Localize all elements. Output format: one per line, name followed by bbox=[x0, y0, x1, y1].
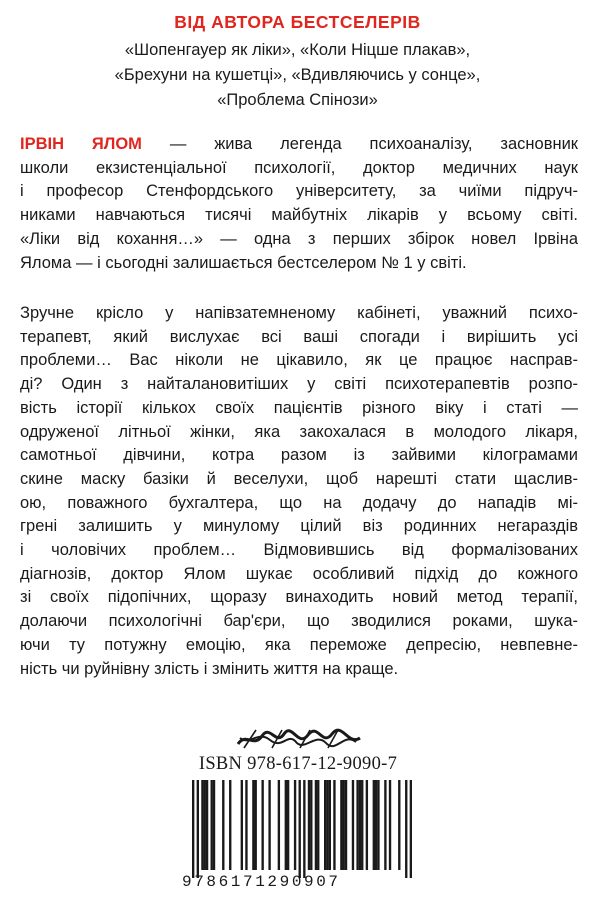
barcode-bar bbox=[317, 780, 319, 870]
barcode-bar bbox=[377, 780, 379, 870]
barcode-bar bbox=[245, 780, 247, 870]
author-bio-line bbox=[20, 133, 578, 157]
description-line: долаючи психологічні бар'єри, що зводилися роками, шука- bbox=[20, 612, 578, 631]
author-name: ІРВІН ЯЛОМ bbox=[20, 135, 142, 153]
author-bio bbox=[20, 133, 578, 275]
barcode bbox=[192, 780, 412, 878]
description-line: ючи ту потужну емоцію, яка переможе депресію, невпевне- bbox=[20, 635, 578, 654]
barcode-bar bbox=[384, 780, 386, 870]
barcode-bar bbox=[278, 780, 280, 870]
description-line: ність чи руйнівну злість і змінить життя на краще. bbox=[20, 659, 399, 678]
barcode-bar bbox=[340, 780, 342, 870]
description-line: ді? Один з найталановитіших у світі психотерапевтів розпо- bbox=[20, 375, 578, 394]
author-bio-line: і професор Стенфордського університету, за чиїми підруч- bbox=[20, 182, 578, 201]
barcode-bar bbox=[326, 780, 328, 870]
barcode-bar bbox=[206, 780, 208, 870]
ean-digits: 9786171290907 bbox=[182, 873, 341, 891]
author-bio-line: Ялома — і сьогодні залишається бестселером № 1 у світі. bbox=[20, 253, 467, 272]
barcode-bar bbox=[373, 780, 375, 870]
barcode-bar bbox=[333, 780, 335, 870]
barcode-bar bbox=[285, 780, 287, 870]
barcode-bar bbox=[222, 780, 224, 870]
description-line: скине маску базіки й веселухи, щоб нарешті стати щаслив- bbox=[20, 469, 578, 488]
bestseller-heading: ВІД АВТОРА БЕСТСЕЛЕРІВ bbox=[174, 12, 421, 32]
book-description bbox=[20, 302, 578, 681]
barcode-bar bbox=[213, 780, 215, 870]
barcode-bar bbox=[201, 780, 203, 870]
author-bio-text: — жива легенда психоаналізу, засновник bbox=[141, 135, 579, 153]
barcode-bar bbox=[252, 780, 254, 870]
barcode-bar bbox=[310, 780, 312, 870]
barcode-bar bbox=[356, 780, 358, 870]
description-line: діагнозів, доктор Ялом шукає особливий підхід до кожного bbox=[20, 564, 578, 583]
description-line: грені залишить у минулому цілий віз родинних негараздів bbox=[20, 517, 578, 536]
publisher-logo-icon bbox=[236, 726, 362, 752]
barcode-bar bbox=[398, 780, 400, 870]
barcode-bar bbox=[241, 780, 243, 870]
description-line: Зручне крісло у напівзатемненому кабінеті, уважний психо- bbox=[20, 304, 578, 322]
barcode-bar bbox=[192, 780, 194, 878]
barcode-bar bbox=[299, 780, 301, 878]
bestseller-line: «Проблема Спінози» bbox=[217, 91, 378, 109]
isbn-text: ISBN 978-617-12-9090-7 bbox=[198, 754, 398, 774]
barcode-bar bbox=[324, 780, 326, 870]
barcode-bar bbox=[410, 780, 412, 878]
author-bio-line: никами навчаються тисячі майбутніх лікарів у всьому світі. bbox=[20, 206, 578, 225]
barcode-bar bbox=[294, 780, 296, 870]
barcode-bar bbox=[375, 780, 377, 870]
barcode-bar bbox=[315, 780, 317, 870]
barcode-bar bbox=[345, 780, 347, 870]
barcode-bar bbox=[211, 780, 213, 870]
description-line: проблеми… Вас ніколи не цікавило, як це працює насправ- bbox=[20, 351, 578, 370]
description-line: ою, поважного бухгалтера, що на додачу до нападів мі- bbox=[20, 493, 578, 512]
barcode-bar bbox=[361, 780, 363, 870]
barcode-bar bbox=[352, 780, 354, 870]
barcode-bar bbox=[287, 780, 289, 870]
description-line: одруженої літньої жінки, яка закохалася в молодого лікаря, bbox=[20, 422, 578, 441]
barcode-bar bbox=[366, 780, 368, 870]
barcode-bar bbox=[303, 780, 305, 878]
bestseller-list bbox=[20, 38, 575, 113]
barcode-bar bbox=[204, 780, 206, 870]
description-line: і чоловічих проблем… Відмовившись від формалізованих bbox=[20, 541, 578, 560]
barcode-bar bbox=[261, 780, 263, 870]
barcode-bar bbox=[329, 780, 331, 870]
barcode-bar bbox=[343, 780, 345, 870]
barcode-bar bbox=[405, 780, 407, 878]
barcode-bar bbox=[255, 780, 257, 870]
description-line: вість історії кількох своїх пацієнтів різного віку і статі — bbox=[20, 398, 578, 417]
barcode-bar bbox=[389, 780, 391, 870]
description-line: зі своїх підопічних, щоразу винаходить новий метод терапії, bbox=[20, 588, 578, 607]
barcode-bar bbox=[268, 780, 270, 870]
barcode-bar bbox=[229, 780, 231, 870]
barcode-bar bbox=[308, 780, 310, 870]
author-bio-line: школи екзистенціальної психології, доктор медичних наук bbox=[20, 158, 578, 177]
bestseller-line: «Брехуни на кушетці», «Вдивляючись у сонце», bbox=[114, 66, 481, 84]
bestseller-line: «Шопенгауер як ліки», «Коли Ніцше плакав», bbox=[124, 41, 471, 59]
barcode-bar bbox=[197, 780, 199, 878]
description-line: самотньої дівчини, котра разом із зайвими кілограмами bbox=[20, 446, 578, 465]
author-bio-line: «Ліки від кохання…» — одна з перших збірок новел Ірвіна bbox=[20, 229, 578, 248]
description-line: терапевт, який вислухає всі ваші спогади і вирішить усі bbox=[20, 327, 578, 346]
barcode-bar bbox=[359, 780, 361, 870]
barcode-block bbox=[182, 726, 414, 896]
